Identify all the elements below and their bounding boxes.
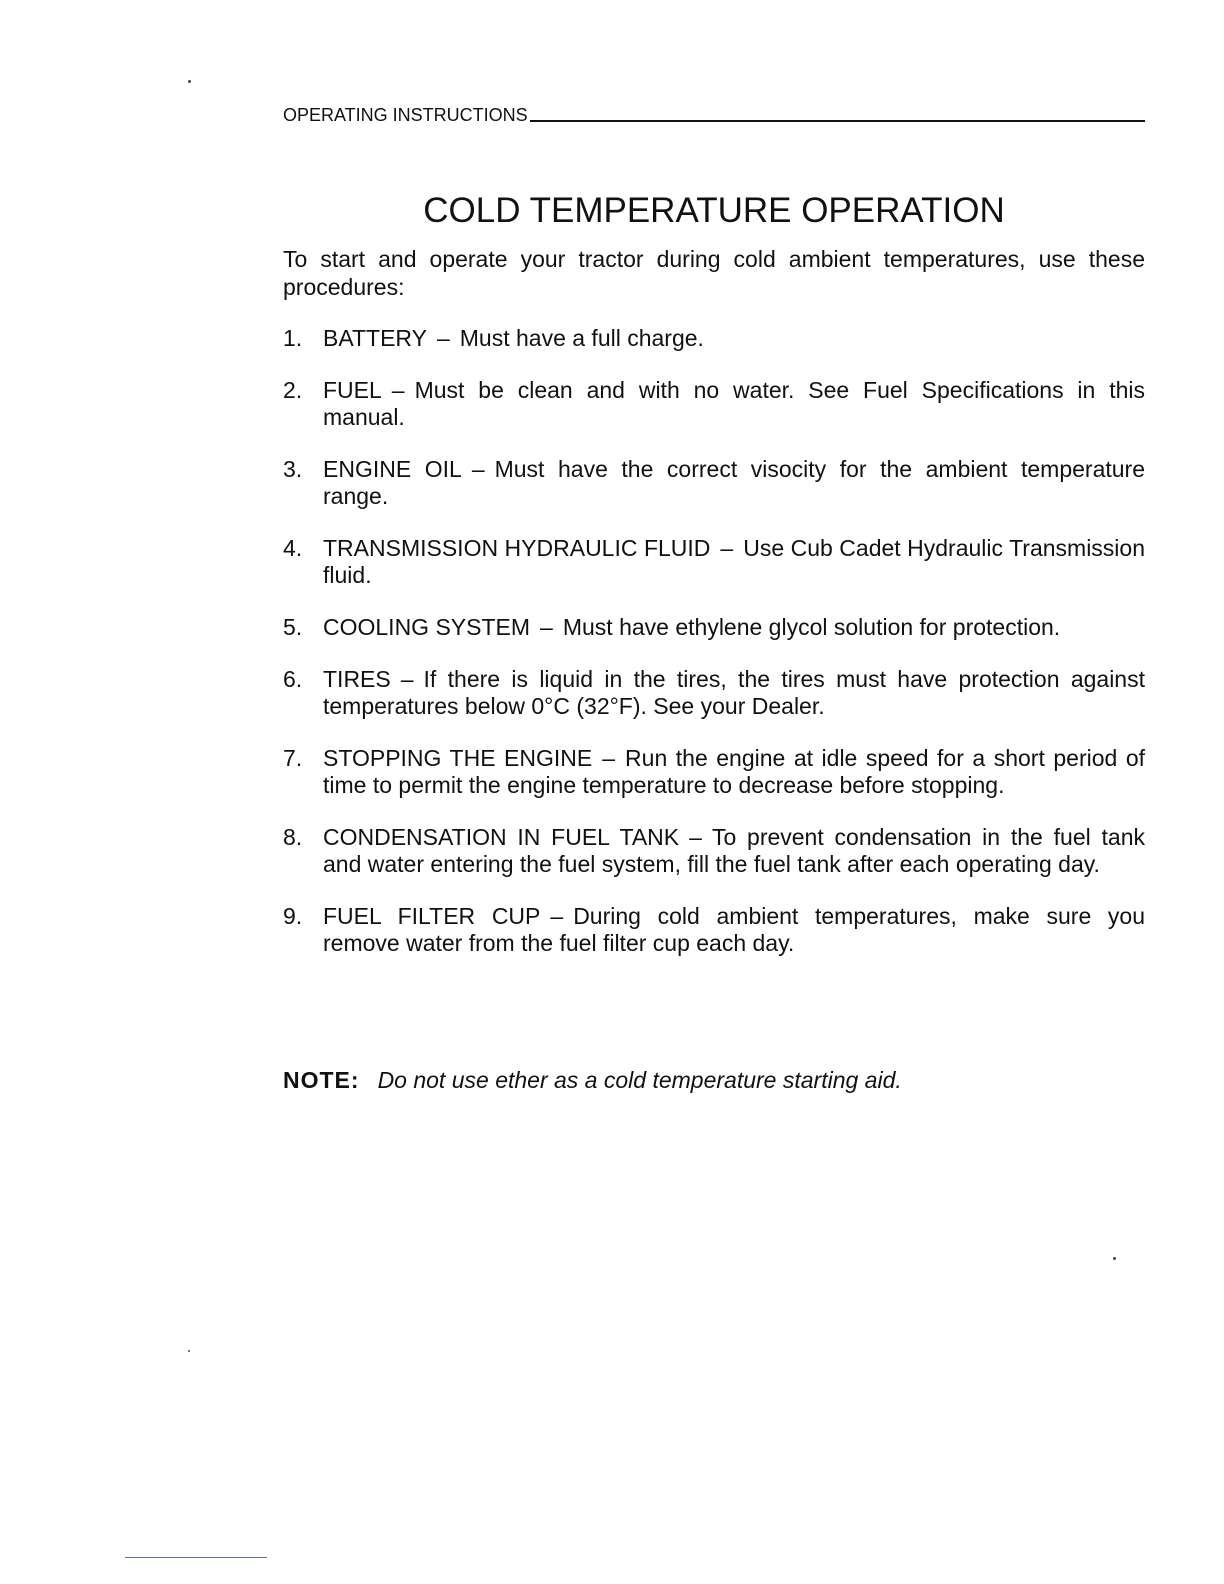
item-text: During cold ambient temperatures, make sure you remove water from the fuel filter cup each day. <box>323 903 1145 956</box>
item-label: FUEL FILTER CUP <box>323 903 541 929</box>
list-item <box>283 377 1145 431</box>
note <box>283 1066 1145 1094</box>
scan-speck <box>188 1350 190 1352</box>
procedure-list <box>283 325 1145 982</box>
scan-speck <box>188 80 191 83</box>
item-separator: – <box>550 903 564 929</box>
item-separator: – <box>471 456 485 482</box>
note-text: Do not use ether as a cold temperature starting aid. <box>377 1067 902 1093</box>
item-body <box>323 535 1145 589</box>
item-text: Must be clean and with no water. See Fuel Specifications in this manual. <box>323 377 1145 430</box>
item-number: 7. <box>283 745 303 771</box>
item-number: 6. <box>283 666 303 692</box>
item-label: CONDENSATION IN FUEL TANK <box>323 824 680 850</box>
page-title: COLD TEMPERATURE OPERATION <box>423 191 1005 230</box>
item-text: Must have a full charge. <box>459 325 704 351</box>
item-number: 8. <box>283 824 303 850</box>
bottom-rule <box>125 1557 267 1558</box>
item-label: COOLING SYSTEM <box>323 614 531 640</box>
item-text: Must have ethylene glycol solution for protection. <box>562 614 1061 640</box>
item-separator: – <box>602 745 616 771</box>
item-text: To prevent condensation in the fuel tank and water entering the fuel system, fill the fuel tank after each operating day. <box>323 824 1145 877</box>
item-label: ENGINE OIL <box>323 456 462 482</box>
list-item <box>283 456 1145 510</box>
item-text: Run the engine at idle speed for a short period of time to permit the engine temperature to decrease before stopping. <box>323 745 1146 798</box>
item-body <box>323 824 1145 878</box>
item-body <box>323 903 1145 957</box>
item-number: 2. <box>283 377 303 403</box>
item-separator: – <box>689 824 702 850</box>
item-label: TIRES <box>323 666 391 692</box>
page-header <box>283 104 1145 126</box>
list-item <box>283 903 1145 957</box>
item-label: FUEL <box>323 377 382 403</box>
item-text: Must have the correct visocity for the ambient temperature range. <box>323 456 1145 509</box>
item-text: If there is liquid in the tires, the tires must have protection against temperatures below 0°C (32°F). See your Dealer. <box>323 666 1145 719</box>
item-body <box>323 456 1145 510</box>
item-number: 5. <box>283 614 303 640</box>
item-separator: – <box>391 377 405 403</box>
list-item <box>283 824 1145 878</box>
item-separator: – <box>540 614 553 640</box>
item-number: 9. <box>283 903 303 929</box>
list-item <box>283 535 1145 589</box>
item-label: STOPPING THE ENGINE <box>323 745 593 771</box>
intro-paragraph: To start and operate your tractor during cold ambient temperatures, use these procedures: <box>283 246 1145 300</box>
item-body <box>323 377 1145 431</box>
item-separator: – <box>400 666 414 692</box>
item-body <box>323 614 1145 641</box>
item-separator: – <box>720 535 734 561</box>
item-body <box>323 745 1145 799</box>
header-label: OPERATING INSTRUCTIONS <box>283 105 528 125</box>
header-rule <box>530 120 1145 122</box>
list-item <box>283 745 1145 799</box>
item-number: 3. <box>283 456 303 482</box>
item-label: BATTERY <box>323 325 427 351</box>
scan-speck <box>1113 1257 1116 1260</box>
note-label: NOTE: <box>283 1067 360 1093</box>
item-body <box>323 666 1145 720</box>
item-number: 1. <box>283 325 303 351</box>
list-item <box>283 666 1145 720</box>
item-separator: – <box>436 325 450 351</box>
list-item <box>283 325 1145 352</box>
list-item <box>283 614 1145 641</box>
item-number: 4. <box>283 535 303 561</box>
item-text: Use Cub Cadet Hydraulic Transmission fluid. <box>323 535 1145 588</box>
item-label: TRANSMISSION HYDRAULIC FLUID <box>323 535 711 561</box>
item-body <box>323 325 1145 352</box>
